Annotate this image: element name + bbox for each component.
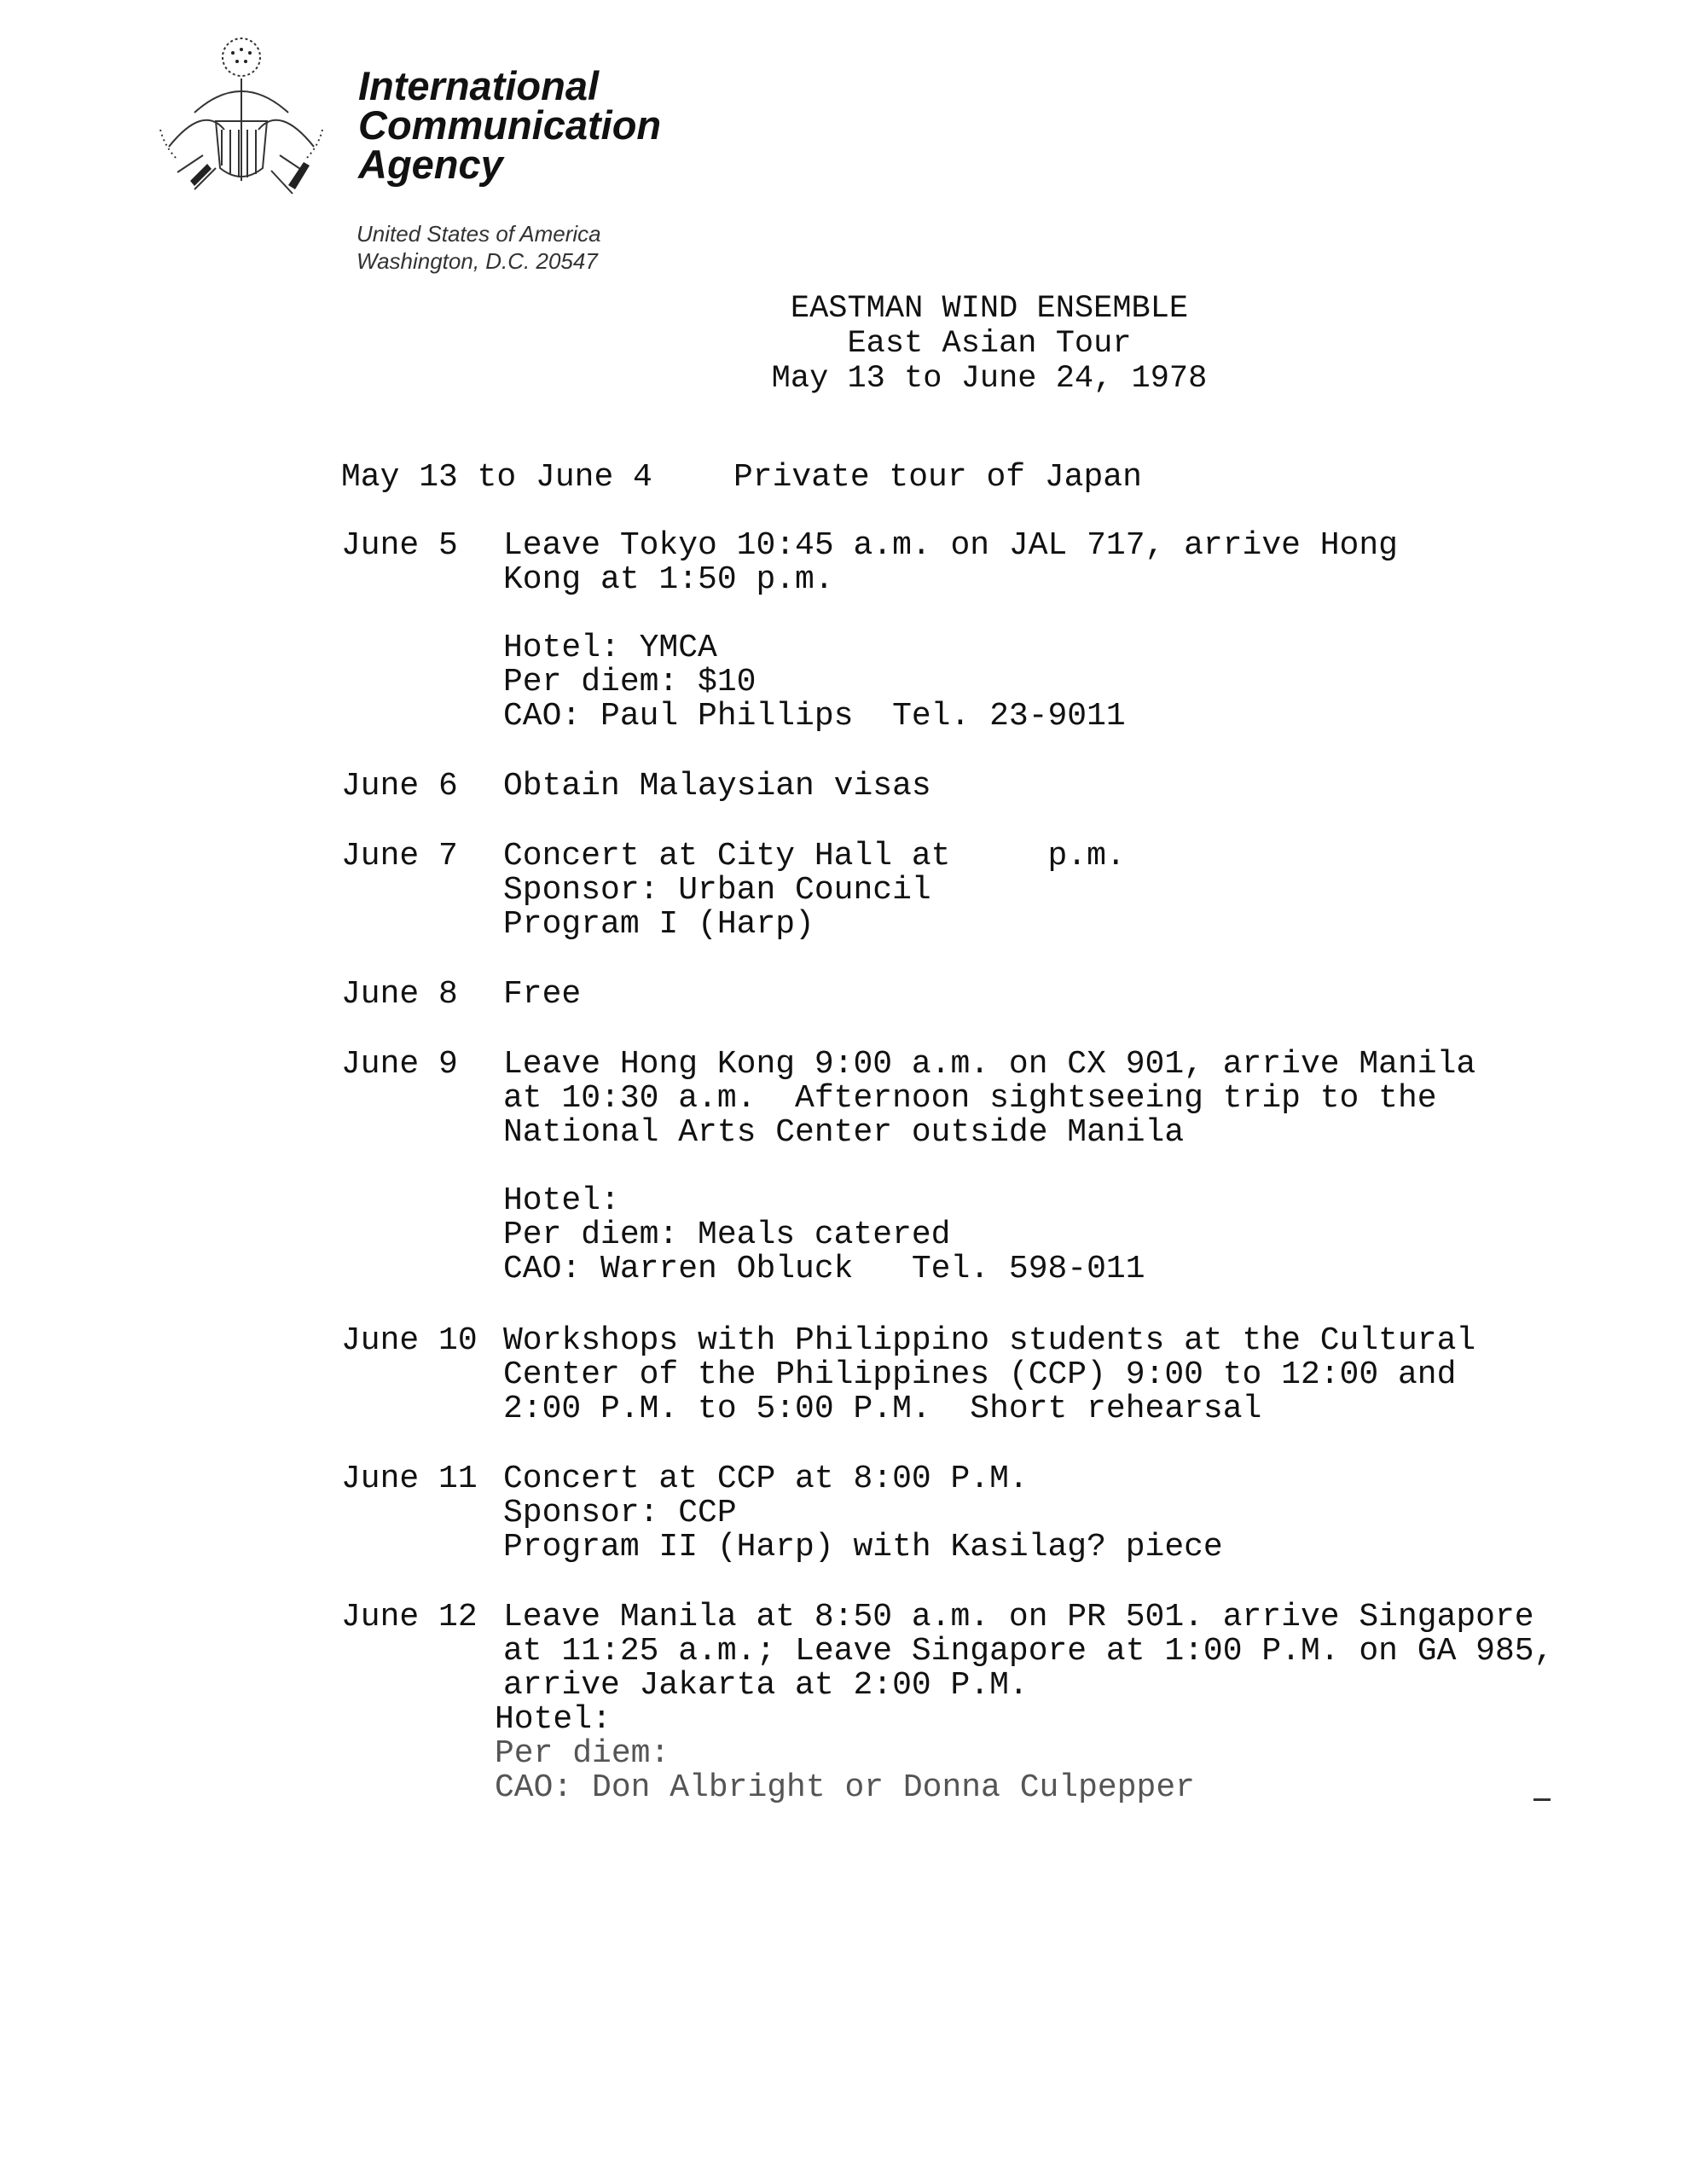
entry-line: Obtain Malaysian visas [503,768,931,804]
entry-line: Concert at CCP at 8:00 P.M. [503,1461,1029,1497]
address-line-1: United States of America [357,221,601,247]
title-line-1: EASTMAN WIND ENSEMBLE [790,291,1189,327]
entry-line: Program I (Harp) [503,906,815,943]
entry-line: Per diem: $10 [503,664,757,700]
entry-line: Free [503,976,582,1013]
agency-name [358,63,662,187]
entry-line: arrive Jakarta at 2:00 P.M. [503,1667,1029,1704]
title-line-3: May 13 to June 24, 1978 [771,361,1208,397]
agency-address [357,220,601,275]
entry-line: Hotel: [503,1182,620,1219]
entry-line: 2:00 P.M. to 5:00 P.M. Short rehearsal [503,1391,1262,1427]
entry-date: June 6 [341,768,458,804]
entry-line: Leave Hong Kong 9:00 a.m. on CX 901, arrive Manila [503,1046,1476,1083]
entry-line: Concert at City Hall at p.m. [503,838,1126,874]
entry-line: National Arts Center outside Manila [503,1114,1185,1151]
entry-line: Hotel: YMCA [503,630,717,666]
entry-line: CAO: Paul Phillips Tel. 23-9011 [503,698,1126,735]
agency-line-2: Communication [358,102,662,148]
entry-line: Per diem: [495,1735,670,1772]
entry-date: June 7 [341,838,458,874]
entry-line: Workshops with Philippino students at the Cultural [503,1322,1476,1359]
agency-line-3: Agency [358,142,503,187]
entry-line: Hotel: [495,1701,612,1738]
entry-line: Program II (Harp) with Kasilag? piece [503,1529,1223,1565]
entry-line: Sponsor: CCP [503,1495,737,1531]
stray-mark [1533,1798,1551,1801]
entry-line: Center of the Philippines (CCP) 9:00 to 12:00 and [503,1356,1457,1393]
entry-date: June 5 [341,527,458,564]
entry-line: Per diem: Meals catered [503,1217,951,1253]
entry-date: May 13 to June 4 [341,459,652,496]
entry-date: June 10 [341,1322,478,1359]
entry-line: at 10:30 a.m. Afternoon sightseeing trip to the [503,1080,1437,1117]
entry-line: at 11:25 a.m.; Leave Singapore at 1:00 P.M. on GA 985, [503,1633,1554,1670]
entry-line: CAO: Don Albright or Donna Culpepper [495,1769,1195,1806]
entry-line: Kong at 1:50 p.m. [503,561,834,598]
agency-line-1: International [358,63,600,108]
entry-date: June 12 [341,1599,478,1635]
schedule-entry [341,1599,1554,1908]
entry-line: Leave Manila at 8:50 a.m. on PR 501. arrive Singapore [503,1599,1534,1635]
entry-line: Private tour of Japan [733,459,1142,496]
entry-date: June 9 [341,1046,458,1083]
entry-line: Leave Tokyo 10:45 a.m. on JAL 717, arrive Hong [503,527,1398,564]
great-seal-icon [143,19,339,215]
title-line-2: East Asian Tour [847,326,1132,362]
entry-line: Sponsor: Urban Council [503,872,931,909]
entry-date: June 11 [341,1461,478,1497]
entry-date: June 8 [341,976,458,1013]
address-line-2: Washington, D.C. 20547 [357,248,598,274]
entry-line: CAO: Warren Obluck Tel. 598-011 [503,1251,1145,1287]
document-title [733,292,1245,397]
